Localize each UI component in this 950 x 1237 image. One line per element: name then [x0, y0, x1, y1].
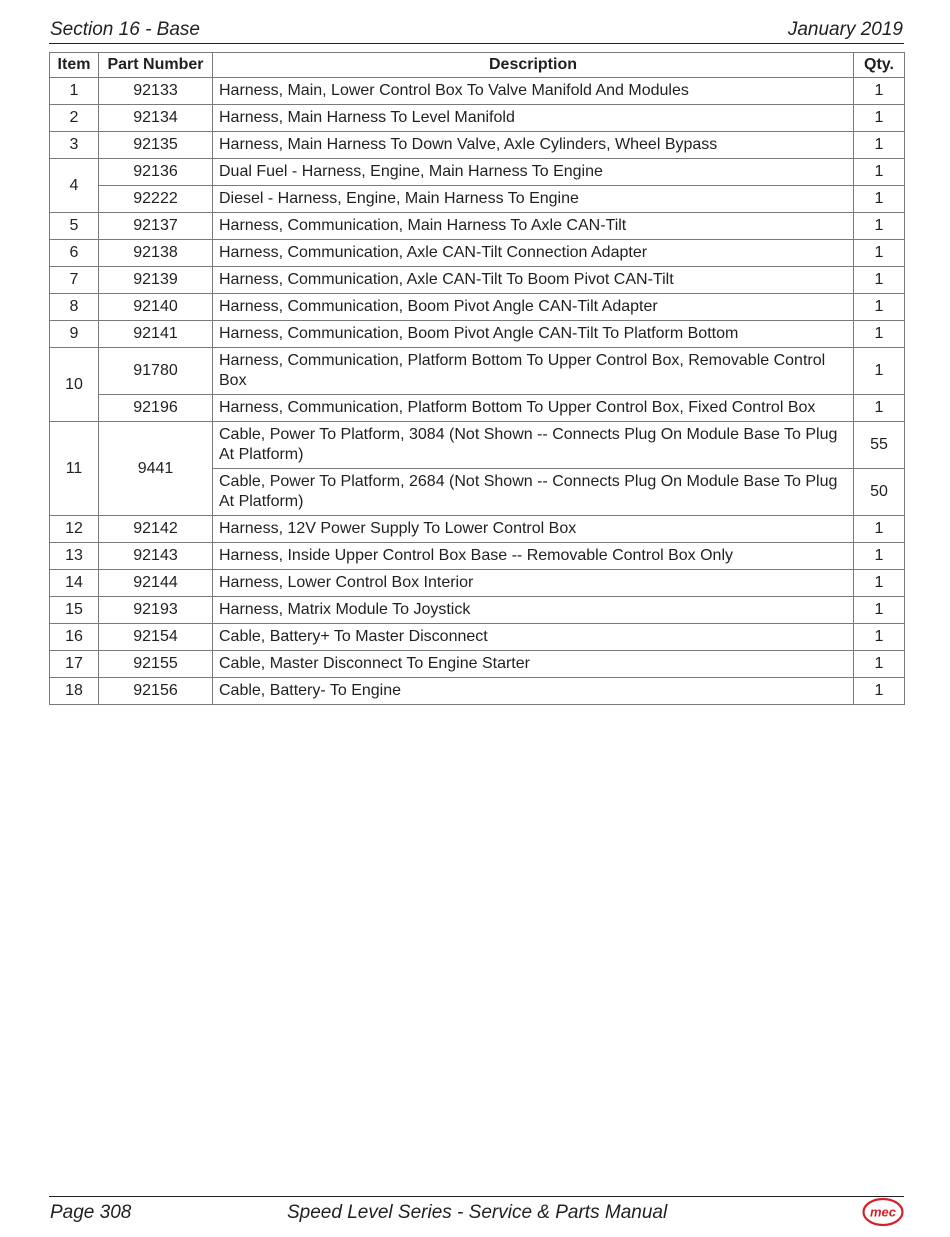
table-row [50, 294, 905, 321]
description: Harness, Communication, Axle CAN-Tilt To Boom Pivot CAN-Tilt [213, 267, 854, 294]
quantity: 1 [854, 395, 905, 422]
part-number: 92142 [99, 516, 213, 543]
part-number: 92155 [99, 651, 213, 678]
column-header-qty: Qty. [854, 53, 905, 78]
part-number: 92193 [99, 597, 213, 624]
quantity: 50 [854, 469, 905, 516]
part-number: 92140 [99, 294, 213, 321]
quantity: 55 [854, 422, 905, 469]
table-row [50, 570, 905, 597]
quantity: 1 [854, 678, 905, 705]
description: Harness, Main Harness To Down Valve, Axle Cylinders, Wheel Bypass [213, 132, 854, 159]
item-number: 10 [50, 348, 99, 422]
quantity: 1 [854, 651, 905, 678]
part-number: 92137 [99, 213, 213, 240]
part-number: 92138 [99, 240, 213, 267]
table-row [50, 678, 905, 705]
footer-divider [49, 1196, 904, 1197]
part-number: 92139 [99, 267, 213, 294]
part-number: 92154 [99, 624, 213, 651]
column-header-item: Item [50, 53, 99, 78]
item-number: 12 [50, 516, 99, 543]
header-divider [49, 43, 904, 44]
quantity: 1 [854, 321, 905, 348]
description: Harness, Matrix Module To Joystick [213, 597, 854, 624]
part-number: 92136 [99, 159, 213, 186]
logo-text: mec [869, 1204, 897, 1220]
part-number: 92135 [99, 132, 213, 159]
table-row [50, 516, 905, 543]
part-number: 92222 [99, 186, 213, 213]
table-row [50, 240, 905, 267]
description: Cable, Battery- To Engine [213, 678, 854, 705]
quantity: 1 [854, 348, 905, 395]
description: Harness, Inside Upper Control Box Base -- Removable Control Box Only [213, 543, 854, 570]
item-number: 17 [50, 651, 99, 678]
description: Cable, Master Disconnect To Engine Starter [213, 651, 854, 678]
item-number: 2 [50, 105, 99, 132]
part-number: 92156 [99, 678, 213, 705]
table-row [50, 213, 905, 240]
quantity: 1 [854, 543, 905, 570]
table-row [50, 651, 905, 678]
description: Cable, Power To Platform, 3084 (Not Shown -- Connects Plug On Module Base To Plug At Platform) [213, 422, 854, 469]
description: Harness, Main, Lower Control Box To Valve Manifold And Modules [213, 78, 854, 105]
manual-title: Speed Level Series - Service & Parts Manual [287, 1202, 668, 1223]
quantity: 1 [854, 624, 905, 651]
column-header-part-number: Part Number [99, 53, 213, 78]
table-row [50, 186, 905, 213]
parts-table [49, 52, 905, 705]
item-number: 16 [50, 624, 99, 651]
table-row [50, 159, 905, 186]
table-row [50, 348, 905, 395]
table-row [50, 422, 905, 469]
quantity: 1 [854, 213, 905, 240]
table-row [50, 543, 905, 570]
description: Diesel - Harness, Engine, Main Harness To Engine [213, 186, 854, 213]
table-row [50, 321, 905, 348]
table-row [50, 395, 905, 422]
part-number: 92134 [99, 105, 213, 132]
quantity: 1 [854, 186, 905, 213]
description: Harness, Communication, Axle CAN-Tilt Connection Adapter [213, 240, 854, 267]
quantity: 1 [854, 597, 905, 624]
description: Cable, Power To Platform, 2684 (Not Shown -- Connects Plug On Module Base To Plug At Platform) [213, 469, 854, 516]
table-row [50, 624, 905, 651]
item-number: 4 [50, 159, 99, 213]
description: Harness, 12V Power Supply To Lower Control Box [213, 516, 854, 543]
quantity: 1 [854, 240, 905, 267]
table-row [50, 78, 905, 105]
item-number: 13 [50, 543, 99, 570]
page-number: Page 308 [50, 1202, 132, 1223]
quantity: 1 [854, 516, 905, 543]
part-number: 91780 [99, 348, 213, 395]
item-number: 7 [50, 267, 99, 294]
description: Harness, Communication, Platform Bottom To Upper Control Box, Removable Control Box [213, 348, 854, 395]
quantity: 1 [854, 78, 905, 105]
part-number: 92141 [99, 321, 213, 348]
mec-logo [862, 1197, 904, 1227]
quantity: 1 [854, 294, 905, 321]
item-number: 6 [50, 240, 99, 267]
part-number: 92144 [99, 570, 213, 597]
column-header-description: Description [213, 53, 854, 78]
description: Cable, Battery+ To Master Disconnect [213, 624, 854, 651]
quantity: 1 [854, 570, 905, 597]
item-number: 3 [50, 132, 99, 159]
item-number: 5 [50, 213, 99, 240]
part-number: 92196 [99, 395, 213, 422]
section-title: Section 16 - Base [50, 19, 200, 40]
table-row [50, 105, 905, 132]
item-number: 18 [50, 678, 99, 705]
table-row [50, 132, 905, 159]
part-number: 92143 [99, 543, 213, 570]
item-number: 9 [50, 321, 99, 348]
description: Harness, Communication, Boom Pivot Angle CAN-Tilt Adapter [213, 294, 854, 321]
table-header-row [50, 53, 905, 78]
document-date: January 2019 [787, 19, 903, 40]
description: Dual Fuel - Harness, Engine, Main Harness To Engine [213, 159, 854, 186]
quantity: 1 [854, 267, 905, 294]
quantity: 1 [854, 159, 905, 186]
description: Harness, Communication, Platform Bottom To Upper Control Box, Fixed Control Box [213, 395, 854, 422]
item-number: 1 [50, 78, 99, 105]
quantity: 1 [854, 105, 905, 132]
item-number: 15 [50, 597, 99, 624]
description: Harness, Communication, Main Harness To Axle CAN-Tilt [213, 213, 854, 240]
table-row [50, 597, 905, 624]
part-number: 9441 [99, 422, 213, 516]
item-number: 11 [50, 422, 99, 516]
description: Harness, Communication, Boom Pivot Angle CAN-Tilt To Platform Bottom [213, 321, 854, 348]
description: Harness, Main Harness To Level Manifold [213, 105, 854, 132]
quantity: 1 [854, 132, 905, 159]
description: Harness, Lower Control Box Interior [213, 570, 854, 597]
item-number: 8 [50, 294, 99, 321]
item-number: 14 [50, 570, 99, 597]
part-number: 92133 [99, 78, 213, 105]
table-row [50, 267, 905, 294]
